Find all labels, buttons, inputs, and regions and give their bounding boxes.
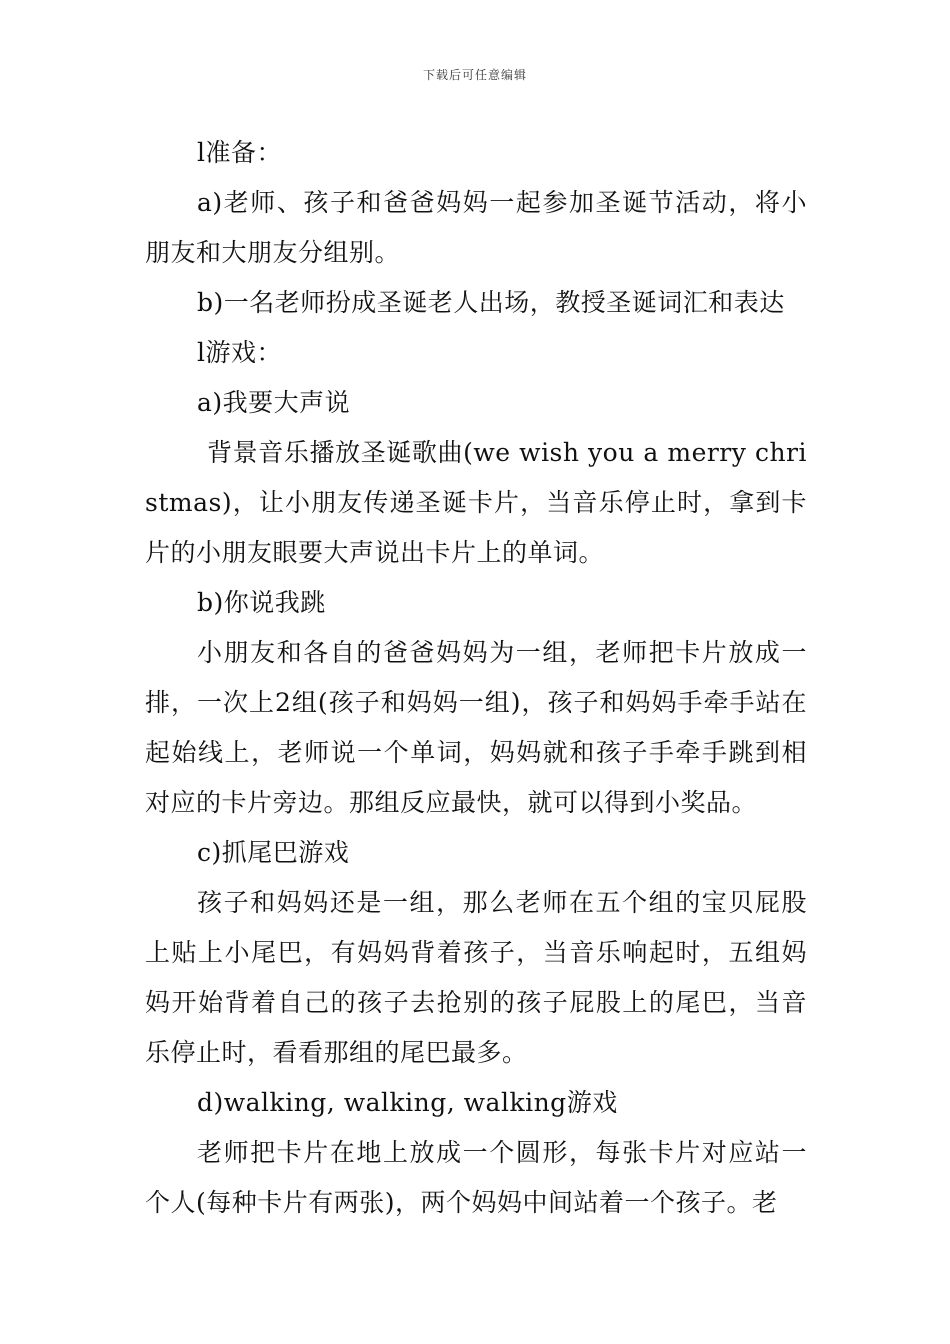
game-description-b: 小朋友和各自的爸爸妈妈为一组，老师把卡片放成一排，一次上2组(孩子和妈妈一组)，孩子和妈妈手牵手站在起始线上，老师说一个单词，妈妈就和孩子手牵手跳到相对应的卡片旁边。那组反应最快，就可以得到小奖品。 [145, 638, 807, 817]
document-body [145, 128, 807, 1228]
game-title-b: b)你说我跳 [197, 588, 326, 617]
game-description-a: 背景音乐播放圣诞歌曲(we wish you a merry christmas)，让小朋友传递圣诞卡片，当音乐停止时，拿到卡片的小朋友眼要大声说出卡片上的单词。 [145, 438, 807, 567]
game-title-c: c)抓尾巴游戏 [197, 838, 350, 867]
game-description-d: 老师把卡片在地上放成一个圆形，每张卡片对应站一个人(每种卡片有两张)，两个妈妈中间站着一个孩子。老 [145, 1138, 807, 1217]
section-heading-preparation: l准备： [197, 138, 282, 167]
paragraph-prep-a: a)老师、孩子和爸爸妈妈一起参加圣诞节活动，将小朋友和大朋友分组别。 [145, 188, 807, 267]
game-title-a: a)我要大声说 [197, 388, 351, 417]
game-title-d: d)walking, walking, walking游戏 [197, 1088, 618, 1117]
section-heading-games: l游戏： [197, 338, 282, 367]
page-header-note: 下载后可任意编辑 [422, 68, 527, 82]
paragraph-prep-b: b)一名老师扮成圣诞老人出场，教授圣诞词汇和表达 [197, 288, 785, 317]
game-description-c: 孩子和妈妈还是一组，那么老师在五个组的宝贝屁股上贴上小尾巴，有妈妈背着孩子，当音乐响起时，五组妈妈开始背着自己的孩子去抢别的孩子屁股上的尾巴，当音乐停止时，看看那组的尾巴最多。 [145, 888, 807, 1067]
